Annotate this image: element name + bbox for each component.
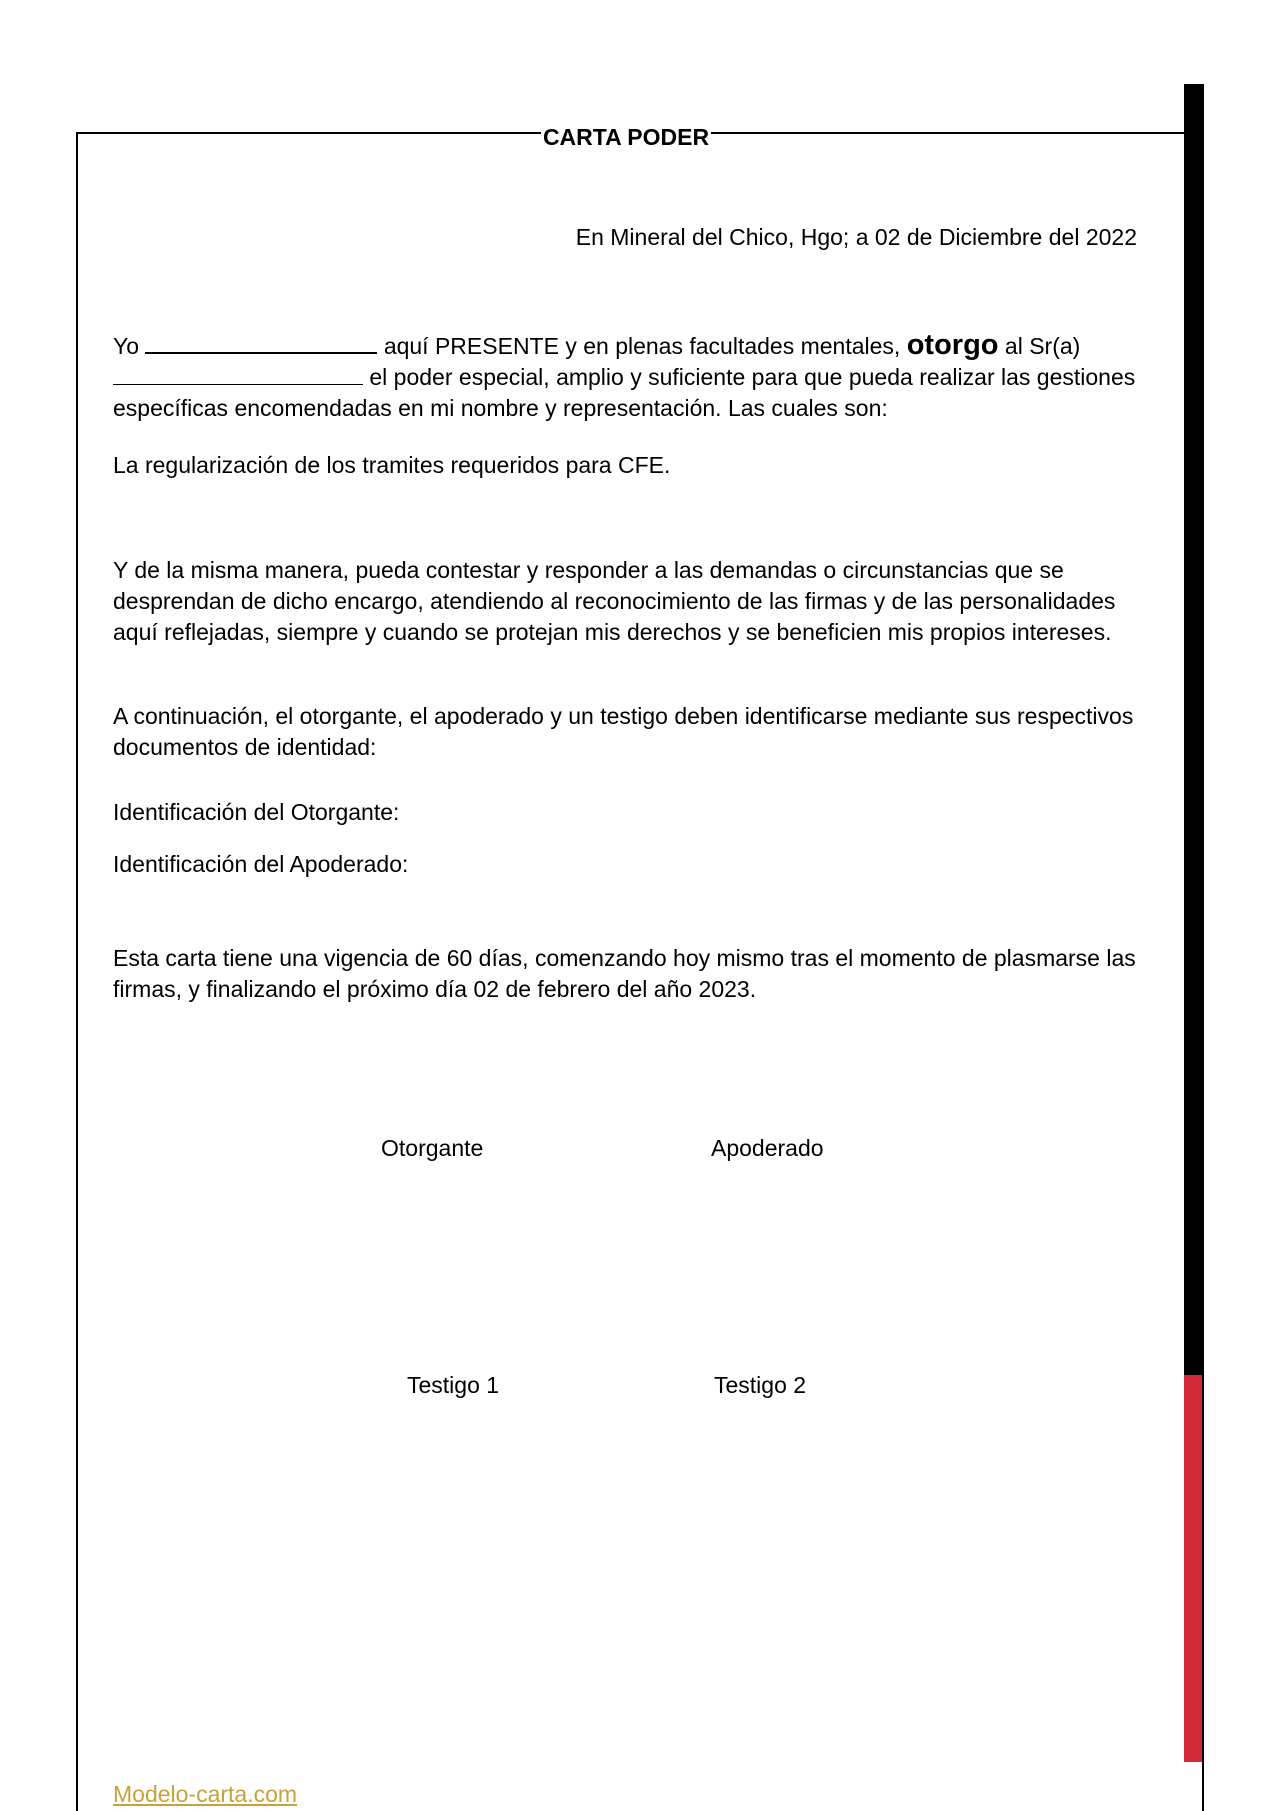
paragraph-validity: Esta carta tiene una vigencia de 60 días, comenzando hoy mismo tras el momento de plasmarse las firmas, y finalizando el próximo día 02 de febrero del año 2023.	[113, 945, 1136, 1002]
footer-link[interactable]: Modelo-carta.com	[113, 1781, 298, 1807]
paragraph-demands: Y de la misma manera, pueda contestar y responder a las demandas o circunstancias que se desprendan de dicho encargo, atendiendo al reconocimiento de las firmas y de las personalidades aquí reflejadas, siempre y cuando se protejan mis derechos y se beneficien mis propios intereses.	[113, 557, 1116, 645]
attorney-identification-label: Identificación del Apoderado:	[113, 851, 409, 877]
paragraph-procedures: La regularización de los tramites requeridos para CFE.	[113, 452, 671, 478]
signature-testigo-1: Testigo 1	[407, 1372, 500, 1398]
paragraph-grant	[113, 330, 1153, 424]
yo-label: Yo	[113, 333, 140, 359]
decorative-edge-line	[1202, 1375, 1204, 1811]
grant-text-a: aquí PRESENTE y en plenas facultades mentales,	[383, 333, 901, 359]
grantor-identification-label: Identificación del Otorgante:	[113, 799, 400, 825]
decorative-red-bar	[1184, 1375, 1204, 1762]
grant-text-c: el poder especial, amplio y suficiente para que pueda realizar las gestiones específicas encomendadas en mi nombre y representación. Las cuales son:	[113, 364, 1136, 421]
signature-apoderado: Apoderado	[711, 1135, 824, 1161]
document-title-wrap	[0, 124, 1252, 150]
signature-otorgante: Otorgante	[381, 1135, 484, 1161]
place-date: En Mineral del Chico, Hgo; a 02 de Diciembre del 2022	[575, 224, 1137, 250]
otorgo-word: otorgo	[906, 329, 999, 361]
decorative-black-bar	[1184, 84, 1204, 1375]
attorney-name-blank	[113, 366, 363, 385]
signature-testigo-2: Testigo 2	[714, 1372, 807, 1398]
document-title: CARTA PODER	[542, 124, 710, 150]
paragraph-identification-intro: A continuación, el otorgante, el apoderado y un testigo deben identificarse mediante sus respectivos documentos de identidad:	[113, 703, 1134, 760]
grant-text-b: al Sr(a)	[1004, 333, 1081, 359]
frame-left-line	[76, 132, 78, 1811]
grantor-name-blank	[145, 334, 377, 354]
